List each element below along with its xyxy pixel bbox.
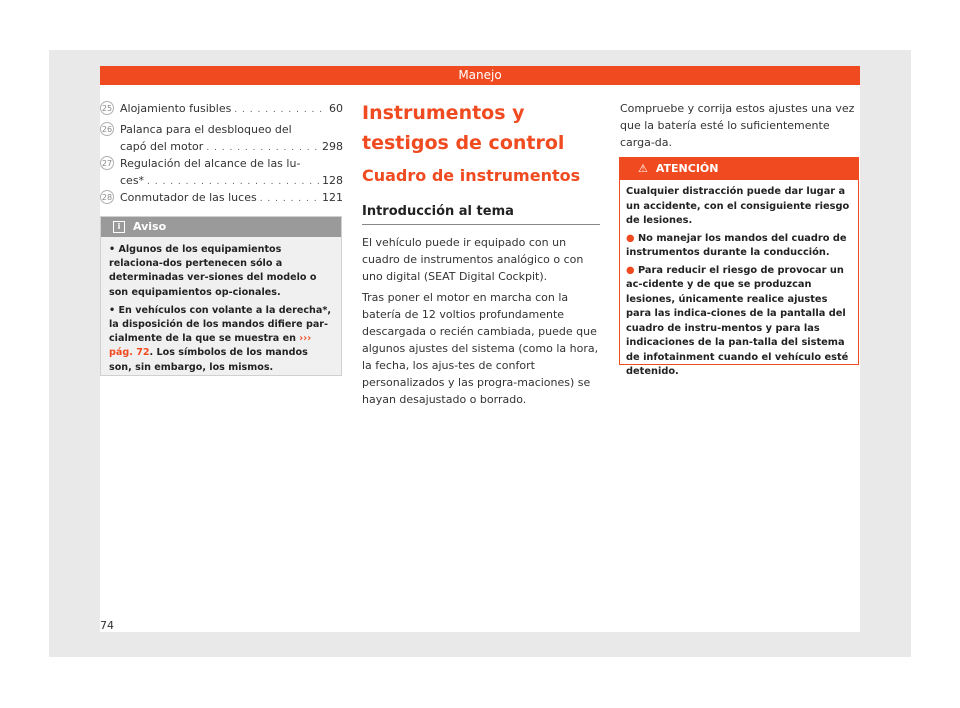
warning-intro: Cualquier distracción puede dar lugar a un accidente, con el consiguiente riesgo de lesiones.: [626, 186, 850, 226]
toc-label-cont: capó del motor: [120, 140, 204, 153]
note-box: [100, 216, 342, 376]
toc-label: Conmutador de las luces: [120, 191, 257, 204]
warning-box: [619, 157, 859, 377]
subsection-title: Introducción al tema: [362, 204, 600, 225]
note-item: • En vehículos con volante a la derecha*, la disposición de los mandos difiere par-cialmente de la que se muestra en ››› pág. 72. Los símbolos de los mandos son, sin embargo, los mismos.: [109, 304, 332, 373]
toc-label: Alojamiento fusibles: [120, 102, 232, 115]
callout-number: 25: [100, 101, 114, 115]
callout-number: 26: [100, 122, 114, 136]
toc-page: 128: [322, 174, 343, 187]
section-header: Manejo: [100, 66, 860, 85]
warning-item: ● Para reducir el riesgo de provocar un ac-cidente y de que se produzcan lesiones, únicamente realice ajustes para las indica-ciones de la pantalla del cuadro de instru-mentos y para las indicaciones de la pan-talla del sistema de infotainment cuando el vehículo esté detenido.: [626, 264, 849, 377]
toc-item: [100, 121, 343, 155]
note-header: [101, 217, 341, 237]
note-title: Aviso: [133, 220, 167, 233]
toc-item: [100, 100, 343, 117]
callout-number: 27: [100, 156, 114, 170]
toc-label-cont: ces*: [120, 174, 145, 187]
page-reference-link[interactable]: ››› pág. 72: [109, 333, 312, 359]
body-paragraph: El vehículo puede ir equipado con un cuadro de instrumentos analógico o con uno digital (SEAT Digital Cockpit).: [362, 236, 584, 283]
warning-title: ATENCIÓN: [655, 162, 719, 175]
section-title: Cuadro de instrumentos: [362, 166, 581, 185]
toc-item: [100, 189, 343, 206]
note-item: • Algunos de los equipamientos relaciona-dos pertenecen sólo a determinadas ver-siones del modelo o son equipamientos op-cionales.: [109, 244, 317, 298]
body-paragraph: Tras poner el motor en marcha con la batería de 12 voltios profundamente descargada o recién cambiada, puede que algunos ajustes del sistema (como la hora, la fecha, los ajus-tes de confort personalizados y las progra-maciones) se hayan desajustado o borrado.: [362, 291, 599, 406]
toc-item: [100, 155, 343, 189]
toc-label: Regulación del alcance de las lu-: [120, 157, 301, 170]
info-icon: i: [113, 221, 125, 233]
warning-item: ● No manejar los mandos del cuadro de instrumentos durante la conducción.: [626, 232, 847, 258]
toc-page: 298: [322, 140, 343, 153]
chapter-title: Instrumentos y testigos de control: [362, 102, 565, 154]
page-number: 74: [100, 619, 114, 632]
toc-label: Palanca para el desbloqueo del: [120, 123, 292, 136]
warning-icon: ⚠: [638, 162, 648, 175]
toc-page: 121: [322, 191, 343, 204]
callout-number: 28: [100, 190, 114, 204]
body-paragraph: Compruebe y corrija estos ajustes una vez que la batería esté lo suficientemente carga-da.: [620, 102, 855, 149]
toc-page: 60: [329, 102, 343, 115]
warning-header: [620, 158, 858, 180]
